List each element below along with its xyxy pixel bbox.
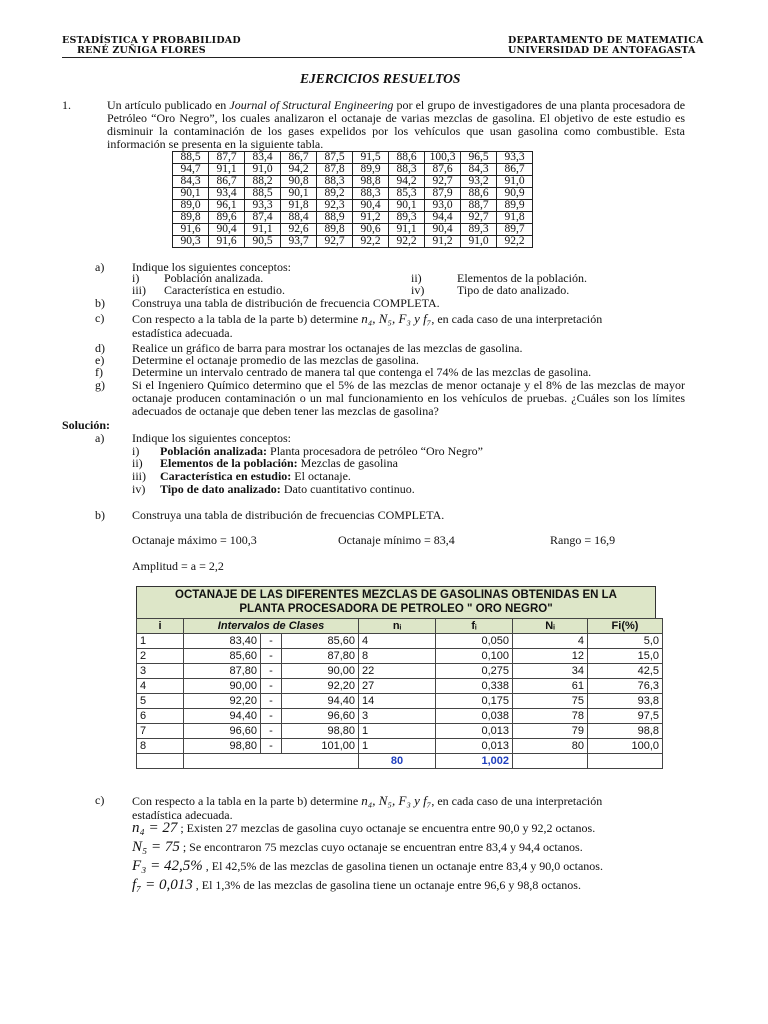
answer-f7: f₇ = 0,013 , El 1,3% de las mezclas de gasolina tiene un octanaje entre 96,6 y 98,8 octanos. — [132, 877, 581, 893]
question-b-label: b) — [95, 296, 105, 310]
data-row — [173, 200, 533, 212]
question-a-iv: Tipo de dato analizado. — [457, 283, 570, 297]
header-intervals: Intervalos de Clases — [184, 619, 359, 634]
cell-ni: 1 — [359, 724, 436, 739]
data-row — [173, 236, 533, 248]
cell-fi: 0,013 — [436, 724, 513, 739]
min-octane: Octanaje mínimo = 83,4 — [338, 533, 455, 547]
octane-data-table — [172, 151, 533, 248]
cell-fi: 0,038 — [436, 709, 513, 724]
data-cell: 93,2 — [461, 176, 497, 188]
data-cell: 92,2 — [353, 236, 389, 248]
data-cell: 89,9 — [497, 200, 533, 212]
answer-F3-expr: F₃ = 42,5% — [132, 858, 203, 874]
data-cell: 91,1 — [209, 164, 245, 176]
cell-lower: 90,00 — [184, 679, 261, 694]
solution-i-label: i) — [132, 444, 140, 458]
header-course: ESTADÍSTICA Y PROBABILIDAD — [62, 35, 241, 46]
data-cell: 89,3 — [389, 212, 425, 224]
answer-n4-expr: n₄ = 27 — [132, 820, 178, 836]
cell-upper: 94,40 — [282, 694, 359, 709]
data-cell: 91,1 — [389, 224, 425, 236]
freq-table-title-line2: PLANTA PROCESADORA DE PETROLEO " ORO NEGRO" — [239, 603, 553, 615]
freq-table-row — [137, 679, 663, 694]
cell-ni: 22 — [359, 664, 436, 679]
data-cell: 92,6 — [281, 224, 317, 236]
freq-table-title — [136, 586, 656, 620]
cell-Fi: 5,0 — [588, 634, 663, 649]
cell-lower: 94,40 — [184, 709, 261, 724]
data-row — [173, 188, 533, 200]
cell-i: 6 — [137, 709, 184, 724]
cell-i: 3 — [137, 664, 184, 679]
data-cell: 84,3 — [173, 176, 209, 188]
header-i: i — [137, 619, 184, 634]
header-author: RENÉ ZUÑIGA FLORES — [77, 45, 206, 56]
solution-iii-label: iii) — [132, 469, 146, 483]
frequency-table — [136, 618, 663, 769]
cell-upper: 98,80 — [282, 724, 359, 739]
cell-Ni: 79 — [513, 724, 588, 739]
data-cell: 90,9 — [497, 188, 533, 200]
question-a-ii: Elementos de la población. — [457, 271, 587, 285]
data-cell: 93,4 — [209, 188, 245, 200]
cell-upper: 92,20 — [282, 679, 359, 694]
data-cell: 89,0 — [173, 200, 209, 212]
answer-N5: N₅ = 75 ; Se encontraron 75 mezclas cuyo octanaje se encuentran entre 83,4 y 94,4 octanos. — [132, 839, 583, 855]
cell-lower: 83,40 — [184, 634, 261, 649]
data-cell: 88,9 — [317, 212, 353, 224]
cell-fi: 0,013 — [436, 739, 513, 754]
solution-iv: Tipo de dato analizado: Dato cuantitativo continuo. — [160, 482, 415, 496]
cell-ni: 4 — [359, 634, 436, 649]
cell-separator: - — [261, 649, 282, 664]
data-cell: 89,8 — [317, 224, 353, 236]
data-cell: 92,7 — [425, 176, 461, 188]
solution-iv-label: iv) — [132, 482, 146, 496]
cell-Fi: 76,3 — [588, 679, 663, 694]
data-cell: 85,3 — [389, 188, 425, 200]
cell-lower: 98,80 — [184, 739, 261, 754]
data-row — [173, 164, 533, 176]
question-a-iii-label: iii) — [132, 283, 146, 297]
solution-c: Con respecto a la tabla en la parte b) determine n₄, N₅, F₃ y f₇, en cada caso de una interpretación — [132, 793, 603, 808]
freq-table-title-line1: OCTANAJE DE LAS DIFERENTES MEZCLAS DE GASOLINAS OBTENIDAS EN LA — [175, 589, 617, 601]
solution-iii: Característica en estudio: El octanaje. — [160, 469, 351, 483]
data-cell: 90,4 — [209, 224, 245, 236]
cell-lower: 87,80 — [184, 664, 261, 679]
solution-c-variables: n₄, N₅, F₃ y f₇ — [361, 793, 432, 808]
data-cell: 88,5 — [173, 152, 209, 164]
question-e: Determine el octanaje promedio de las mezclas de gasolina. — [132, 353, 419, 367]
data-cell: 90,1 — [173, 188, 209, 200]
cell-upper: 87,80 — [282, 649, 359, 664]
data-cell: 91,1 — [245, 224, 281, 236]
header-Ni: Nᵢ — [513, 619, 588, 634]
question-f: Determine un intervalo centrado de manera tal que contenga el 74% de las mezclas de gasolina. — [132, 365, 592, 379]
cell-separator: - — [261, 739, 282, 754]
cell-Ni: 4 — [513, 634, 588, 649]
data-cell: 90,5 — [245, 236, 281, 248]
data-cell: 100,3 — [425, 152, 461, 164]
header-ni: nᵢ — [359, 619, 436, 634]
question-d: Realice un gráfico de barra para mostrar los octanajes de las mezclas de gasolina. — [132, 341, 523, 355]
data-cell: 94,7 — [173, 164, 209, 176]
cell-Fi: 100,0 — [588, 739, 663, 754]
cell-i: 8 — [137, 739, 184, 754]
problem-number: 1. — [62, 98, 71, 112]
data-cell: 86,7 — [281, 152, 317, 164]
question-c-label: c) — [95, 311, 105, 325]
answer-N5-expr: N₅ = 75 — [132, 839, 180, 855]
data-row — [173, 176, 533, 188]
total-ni: 80 — [359, 754, 436, 769]
solution-c-line2: estadística adecuada. — [132, 808, 233, 822]
data-cell: 88,2 — [245, 176, 281, 188]
data-cell: 87,8 — [317, 164, 353, 176]
cell-upper: 96,60 — [282, 709, 359, 724]
question-g: Si el Ingeniero Químico determino que el 5% de las mezclas de menor octanaje y el 8% de las mezclas de mayor octanaje producen contaminación o un mal funcionamiento en los vehículos de pruebas. ¿Cuáles son los límites adecuados de octanaje que deben tener las mezclas de gasolina? — [132, 378, 685, 418]
journal-name: Journal of Structural Engineering — [229, 98, 394, 112]
data-cell: 92,7 — [317, 236, 353, 248]
cell-upper: 85,60 — [282, 634, 359, 649]
cell-fi: 0,338 — [436, 679, 513, 694]
data-cell: 87,4 — [245, 212, 281, 224]
problem-statement: Un artículo publicado en Journal of Structural Engineering por el grupo de investigadores de una planta procesadora de Petróleo “Oro Negro”, los cuales analizaron el octanaje de varias mezclas de gasolina. El objetivo de este estudio es disminuir la contaminación de los gases expelidos por los vehículos que usan gasolina como combustible. Esta información se presenta en la siguiente tabla. — [107, 98, 686, 151]
freq-table-total-row — [137, 754, 663, 769]
data-cell: 91,0 — [245, 164, 281, 176]
freq-table-row — [137, 634, 663, 649]
data-cell: 89,6 — [209, 212, 245, 224]
data-row — [173, 212, 533, 224]
cell-Fi: 42,5 — [588, 664, 663, 679]
range-value: Rango = 16,9 — [550, 533, 616, 547]
data-cell: 87,9 — [425, 188, 461, 200]
amplitude-value: Amplitud = a = 2,2 — [132, 559, 224, 573]
cell-Ni: 12 — [513, 649, 588, 664]
data-cell: 84,3 — [461, 164, 497, 176]
data-cell: 93,7 — [281, 236, 317, 248]
solution-i: Población analizada: Planta procesadora de petróleo “Oro Negro” — [160, 444, 483, 458]
question-c-variables: n₄, N₅, F₃ y f₇ — [361, 311, 432, 326]
data-cell: 93,3 — [497, 152, 533, 164]
data-cell: 88,4 — [281, 212, 317, 224]
question-a-ii-label: ii) — [411, 271, 422, 285]
data-cell: 94,2 — [281, 164, 317, 176]
question-a-iv-label: iv) — [411, 283, 425, 297]
freq-table-row — [137, 724, 663, 739]
data-cell: 89,7 — [497, 224, 533, 236]
cell-upper: 90,00 — [282, 664, 359, 679]
data-cell: 96,5 — [461, 152, 497, 164]
data-cell: 86,7 — [497, 164, 533, 176]
freq-table-header-row — [137, 619, 663, 634]
question-a-label: a) — [95, 260, 105, 274]
data-cell: 98,8 — [353, 176, 389, 188]
question-c-line2: estadística adecuada. — [132, 326, 233, 340]
data-row — [173, 152, 533, 164]
data-cell: 90,6 — [353, 224, 389, 236]
cell-fi: 0,275 — [436, 664, 513, 679]
data-cell: 91,0 — [461, 236, 497, 248]
question-a-i-label: i) — [132, 271, 140, 285]
cell-separator: - — [261, 679, 282, 694]
question-a-i: Población analizada. — [164, 271, 264, 285]
answer-f7-expr: f₇ = 0,013 — [132, 877, 193, 893]
solution-a: Indique los siguientes conceptos: — [132, 431, 291, 445]
max-octane: Octanaje máximo = 100,3 — [132, 533, 257, 547]
data-cell: 92,2 — [389, 236, 425, 248]
freq-table-row — [137, 694, 663, 709]
cell-fi: 0,100 — [436, 649, 513, 664]
question-b: Construya una tabla de distribución de frecuencia COMPLETA. — [132, 296, 440, 310]
data-cell: 89,9 — [353, 164, 389, 176]
cell-Ni: 75 — [513, 694, 588, 709]
cell-Ni: 78 — [513, 709, 588, 724]
data-cell: 90,1 — [281, 188, 317, 200]
data-row — [173, 224, 533, 236]
data-cell: 83,4 — [245, 152, 281, 164]
cell-Fi: 93,8 — [588, 694, 663, 709]
cell-Ni: 80 — [513, 739, 588, 754]
data-cell: 94,2 — [389, 176, 425, 188]
cell-i: 5 — [137, 694, 184, 709]
cell-i: 2 — [137, 649, 184, 664]
data-cell: 96,1 — [209, 200, 245, 212]
freq-table-row — [137, 709, 663, 724]
data-cell: 91,6 — [209, 236, 245, 248]
data-cell: 91,8 — [281, 200, 317, 212]
total-fi: 1,002 — [436, 754, 513, 769]
data-cell: 87,7 — [209, 152, 245, 164]
solution-ii: Elementos de la población: Mezclas de gasolina — [160, 456, 398, 470]
cell-ni: 8 — [359, 649, 436, 664]
cell-separator: - — [261, 724, 282, 739]
cell-fi: 0,175 — [436, 694, 513, 709]
empty-cell — [588, 754, 663, 769]
data-cell: 87,6 — [425, 164, 461, 176]
cell-Fi: 97,5 — [588, 709, 663, 724]
data-cell: 90,4 — [353, 200, 389, 212]
question-c: Con respecto a la tabla de la parte b) determine n₄, N₅, F₃ y f₇, en cada caso de una interpretación — [132, 311, 603, 326]
empty-cell — [513, 754, 588, 769]
data-cell: 92,3 — [317, 200, 353, 212]
question-f-label: f) — [95, 365, 103, 379]
empty-cell — [137, 754, 184, 769]
cell-separator: - — [261, 634, 282, 649]
cell-i: 4 — [137, 679, 184, 694]
data-cell: 90,8 — [281, 176, 317, 188]
data-cell: 93,3 — [245, 200, 281, 212]
cell-ni: 27 — [359, 679, 436, 694]
cell-separator: - — [261, 664, 282, 679]
data-cell: 86,7 — [209, 176, 245, 188]
data-cell: 91,0 — [497, 176, 533, 188]
cell-Fi: 98,8 — [588, 724, 663, 739]
cell-ni: 14 — [359, 694, 436, 709]
solution-a-label: a) — [95, 431, 105, 445]
cell-lower: 85,60 — [184, 649, 261, 664]
data-cell: 88,3 — [389, 164, 425, 176]
question-a: Indique los siguientes conceptos: — [132, 260, 291, 274]
data-cell: 88,7 — [461, 200, 497, 212]
data-cell: 91,8 — [497, 212, 533, 224]
solution-b: Construya una tabla de distribución de frecuencias COMPLETA. — [132, 508, 445, 522]
data-cell: 93,0 — [425, 200, 461, 212]
cell-Ni: 61 — [513, 679, 588, 694]
data-cell: 89,8 — [173, 212, 209, 224]
data-cell: 90,1 — [389, 200, 425, 212]
cell-ni: 1 — [359, 739, 436, 754]
question-a-iii: Característica en estudio. — [164, 283, 285, 297]
data-cell: 91,5 — [353, 152, 389, 164]
data-cell: 91,2 — [353, 212, 389, 224]
data-cell: 88,3 — [353, 188, 389, 200]
freq-table-row — [137, 739, 663, 754]
freq-table-row — [137, 664, 663, 679]
header-divider — [62, 57, 682, 58]
data-cell: 92,7 — [461, 212, 497, 224]
data-cell: 92,2 — [497, 236, 533, 248]
solution-heading: Solución: — [62, 418, 111, 432]
answer-n4: n₄ = 27 ; Existen 27 mezclas de gasolina cuyo octanaje se encuentra entre 90,0 y 92,2 octanos. — [132, 820, 596, 836]
cell-i: 7 — [137, 724, 184, 739]
freq-table-row — [137, 649, 663, 664]
solution-c-label: c) — [95, 793, 105, 807]
cell-fi: 0,050 — [436, 634, 513, 649]
answer-F3: F₃ = 42,5% , El 42,5% de las mezclas de gasolina tienen un octanaje entre 83,4 y 90,0 octanos. — [132, 858, 603, 874]
data-cell: 88,6 — [461, 188, 497, 200]
cell-i: 1 — [137, 634, 184, 649]
data-cell: 91,2 — [425, 236, 461, 248]
data-cell: 94,4 — [425, 212, 461, 224]
cell-separator: - — [261, 709, 282, 724]
empty-cell — [184, 754, 359, 769]
data-cell: 91,6 — [173, 224, 209, 236]
header-fi: fᵢ — [436, 619, 513, 634]
header-Fi: Fi(%) — [588, 619, 663, 634]
cell-lower: 96,60 — [184, 724, 261, 739]
question-d-label: d) — [95, 341, 105, 355]
solution-ii-label: ii) — [132, 456, 143, 470]
cell-ni: 3 — [359, 709, 436, 724]
page-title: EJERCICIOS RESUELTOS — [300, 71, 461, 86]
data-cell: 90,4 — [425, 224, 461, 236]
data-cell: 88,6 — [389, 152, 425, 164]
header-department: DEPARTAMENTO DE MATEMATICA — [508, 35, 704, 46]
cell-lower: 92,20 — [184, 694, 261, 709]
question-e-label: e) — [95, 353, 105, 367]
data-cell: 89,2 — [317, 188, 353, 200]
question-g-label: g) — [95, 378, 105, 392]
data-cell: 88,5 — [245, 188, 281, 200]
solution-b-label: b) — [95, 508, 105, 522]
cell-separator: - — [261, 694, 282, 709]
cell-upper: 101,00 — [282, 739, 359, 754]
header-university: UNIVERSIDAD DE ANTOFAGASTA — [508, 45, 696, 56]
cell-Fi: 15,0 — [588, 649, 663, 664]
data-cell: 88,3 — [317, 176, 353, 188]
cell-Ni: 34 — [513, 664, 588, 679]
data-cell: 89,3 — [461, 224, 497, 236]
data-cell: 90,3 — [173, 236, 209, 248]
data-cell: 87,5 — [317, 152, 353, 164]
